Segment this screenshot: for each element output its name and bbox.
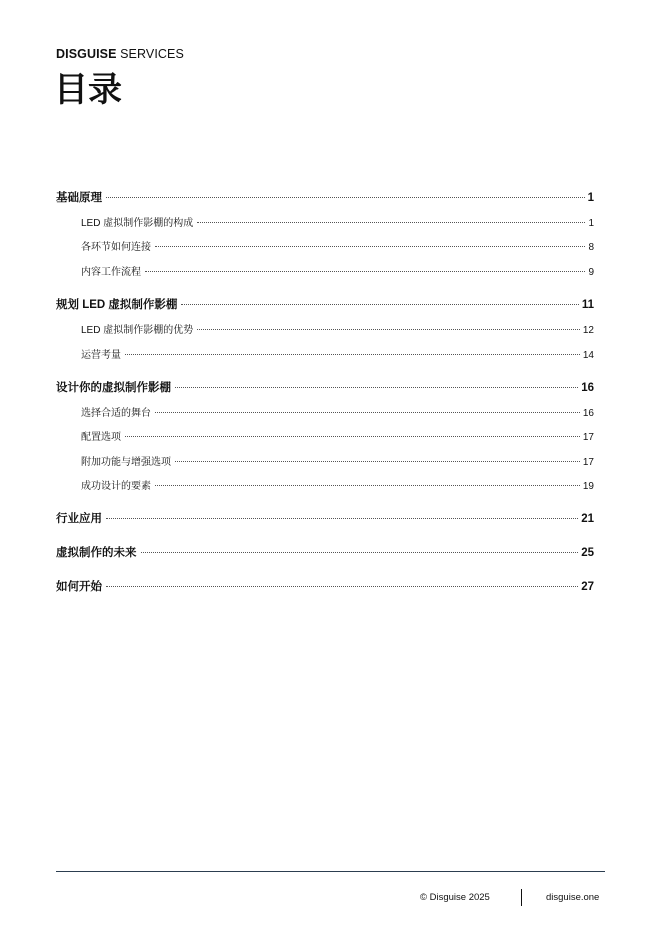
footer-divider xyxy=(56,871,605,872)
toc-section-fundamentals[interactable] xyxy=(56,189,594,205)
toc-page-number: 9 xyxy=(588,267,594,278)
toc-page-number: 16 xyxy=(581,382,594,394)
brand-name: DISGUISE xyxy=(56,47,117,61)
toc-leader xyxy=(106,197,585,198)
brand-header xyxy=(56,47,184,61)
toc-leader xyxy=(197,329,580,330)
toc-subsection-components[interactable] xyxy=(56,214,594,229)
toc-section-design[interactable] xyxy=(56,379,594,395)
toc-label: 行业应用 xyxy=(56,513,102,525)
footer-copyright: © Disguise 2025 xyxy=(420,892,490,903)
toc-label: 虚拟制作的未来 xyxy=(56,547,137,559)
toc-label: 各环节如何连接 xyxy=(81,242,151,253)
toc-subsection-content-workflow[interactable] xyxy=(56,263,594,278)
toc-subsection-operations[interactable] xyxy=(56,346,594,361)
toc-label: 附加功能与增强选项 xyxy=(81,457,171,468)
toc-page-number: 1 xyxy=(587,192,594,204)
toc-subsection-addons[interactable] xyxy=(56,453,594,468)
toc-subsection-configuration[interactable] xyxy=(56,428,594,443)
toc-section-planning[interactable] xyxy=(56,296,594,312)
footer-separator xyxy=(521,889,522,906)
footer-website-link[interactable]: disguise.one xyxy=(546,892,600,903)
toc-leader xyxy=(155,246,585,247)
toc-leader xyxy=(175,387,578,388)
toc-section-industry[interactable] xyxy=(56,510,594,526)
toc-leader xyxy=(141,552,579,553)
toc-label: 基础原理 xyxy=(56,192,102,204)
toc-label: 如何开始 xyxy=(56,581,102,593)
toc-leader xyxy=(155,412,580,413)
toc-label: 配置选项 xyxy=(81,432,121,443)
toc-leader xyxy=(125,354,580,355)
toc-leader xyxy=(145,271,585,272)
page-title: 目录 xyxy=(54,70,122,110)
toc-section-future[interactable] xyxy=(56,544,594,560)
brand-division: SERVICES xyxy=(116,47,184,61)
toc-page-number: 17 xyxy=(582,457,594,468)
toc-page-number: 1 xyxy=(588,218,594,229)
toc-leader xyxy=(181,304,578,305)
toc-subsection-advantages[interactable] xyxy=(56,321,594,336)
toc-label: 规划 LED 虚拟制作影棚 xyxy=(56,299,178,311)
toc-label: 成功设计的要素 xyxy=(81,481,151,492)
toc-label: LED 虚拟制作影棚的构成 xyxy=(81,218,194,229)
toc-label: 内容工作流程 xyxy=(81,267,141,278)
toc-leader xyxy=(175,461,580,462)
toc-page-number: 16 xyxy=(582,408,594,419)
toc-subsection-success-factors[interactable] xyxy=(56,477,594,492)
toc-page-number: 21 xyxy=(581,513,594,525)
toc-section-getting-started[interactable] xyxy=(56,578,594,594)
toc-leader xyxy=(106,518,578,519)
toc-label: 运营考量 xyxy=(81,350,121,361)
toc-leader xyxy=(125,436,580,437)
toc-leader xyxy=(197,222,585,223)
toc-leader xyxy=(155,485,580,486)
toc-label: 选择合适的舞台 xyxy=(81,408,151,419)
toc-leader xyxy=(106,586,578,587)
toc-subsection-connections[interactable] xyxy=(56,238,594,253)
toc-page-number: 14 xyxy=(582,350,594,361)
toc-page-number: 19 xyxy=(582,481,594,492)
toc-label: 设计你的虚拟制作影棚 xyxy=(56,382,171,394)
toc-page-number: 17 xyxy=(582,432,594,443)
toc-label: LED 虚拟制作影棚的优势 xyxy=(81,325,194,336)
toc-subsection-stage-choice[interactable] xyxy=(56,404,594,419)
toc-page-number: 12 xyxy=(582,325,594,336)
toc-page-number: 27 xyxy=(581,581,594,593)
toc-page-number: 8 xyxy=(588,242,594,253)
toc-page-number: 11 xyxy=(581,299,594,311)
toc-page-number: 25 xyxy=(581,547,594,559)
